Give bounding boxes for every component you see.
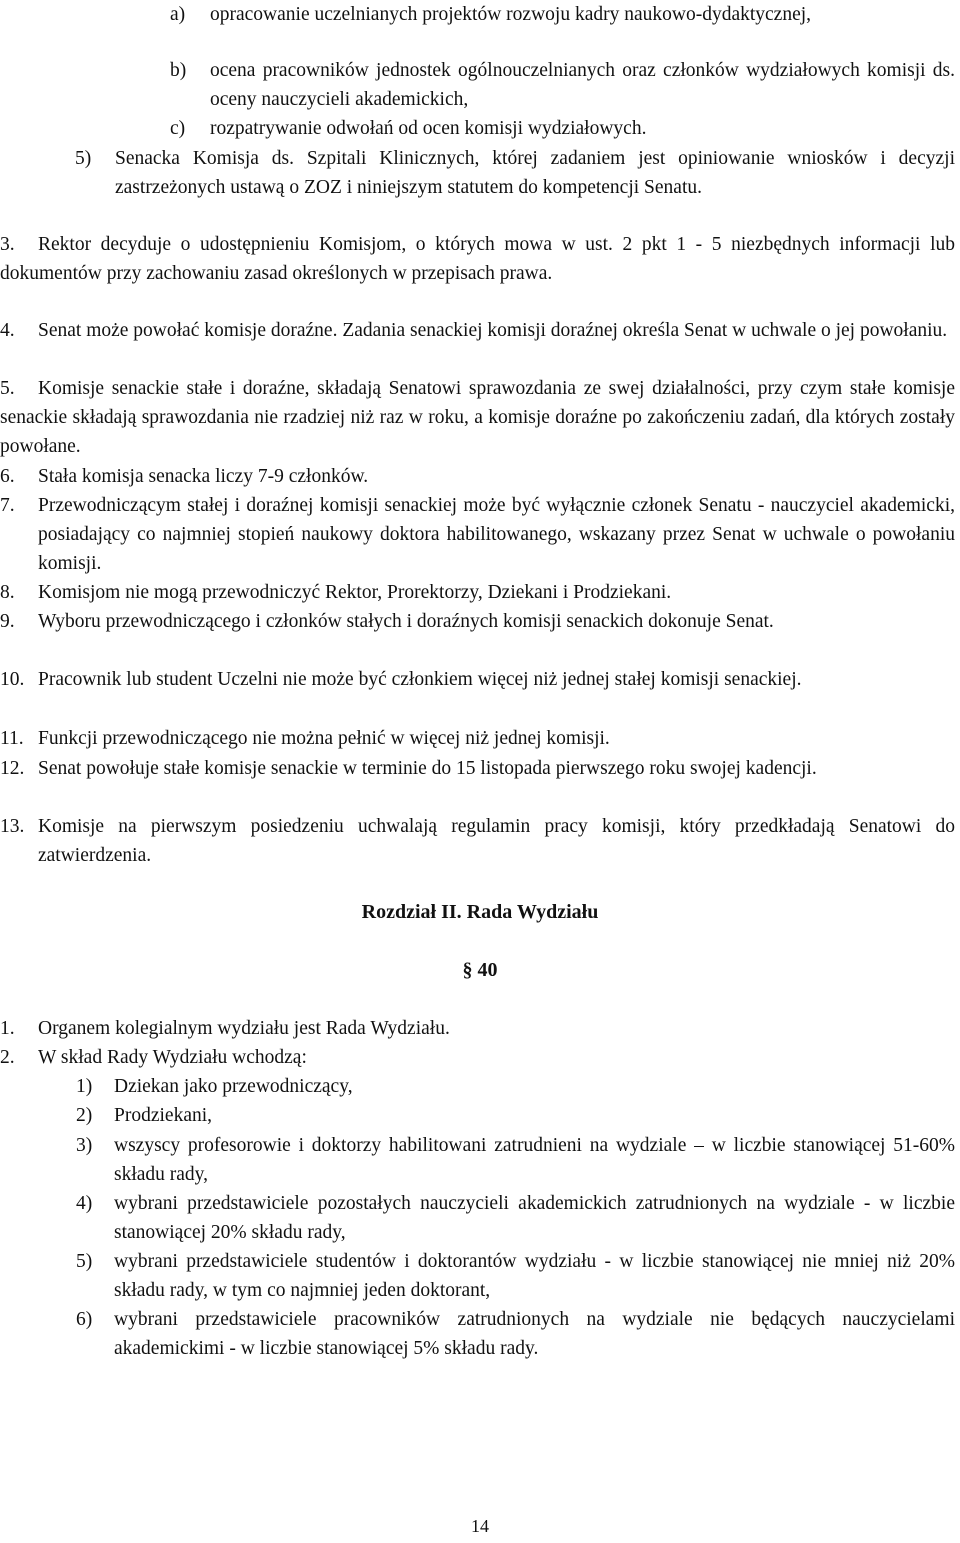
list-item (75, 144, 955, 202)
list-item (0, 607, 955, 636)
list-item-text: Wyboru przewodniczącego i członków stałych i doraźnych komisji senackich dokonuje Senat. (38, 611, 774, 632)
list-item-label: 8. (0, 582, 15, 603)
list-item-label: 6) (76, 1309, 93, 1330)
list-item-text: Stała komisja senacka liczy 7-9 członków. (38, 466, 369, 487)
list-item-text: wybrani przedstawiciele studentów i doktorantów wydziału - w liczbie stanowiącej nie mniej niż 20% składu rady, w tym co najmniej jeden doktorant, (114, 1251, 955, 1301)
list-item-label: 12. (0, 758, 25, 779)
list-item (0, 462, 955, 491)
page-number: 14 (471, 1516, 489, 1536)
list-item (76, 1101, 955, 1130)
list-item-label: 1) (76, 1076, 93, 1097)
list-item (0, 1043, 955, 1072)
list-item-label: 10. (0, 669, 25, 690)
list-item-label: 7. (0, 495, 15, 516)
list-item-text: wybrani przedstawiciele pozostałych nauczycieli akademickich zatrudnionych na wydziale - w liczbie stanowiącej 20% składu rady, (114, 1193, 955, 1243)
list-item-label: 11. (0, 728, 24, 749)
list-item (0, 1014, 955, 1043)
list-item-text: wszyscy profesorowie i doktorzy habilitowani zatrudnieni na wydziale – w liczbie stanowiącej 51-60% składu rady, (114, 1135, 955, 1185)
list-item-text: wybrani przedstawiciele pracowników zatrudnionych na wydziale nie będących nauczycielami akademickimi - w liczbie stanowiącej 5% składu rady. (114, 1309, 955, 1359)
list-item (0, 665, 955, 694)
list-item-label: 5. (0, 378, 15, 399)
list-item-label: a) (170, 4, 186, 25)
list-item (0, 374, 955, 461)
list-item-text: Organem kolegialnym wydziału jest Rada Wydziału. (38, 1018, 450, 1039)
list-item-label: b) (170, 60, 187, 81)
list-item-text: Senacka Komisja ds. Szpitali Klinicznych, której zadaniem jest opiniowanie wniosków i decyzji zastrzeżonych ustawą o ZOZ i niniejszym statutem do kompetencji Senatu. (115, 148, 955, 198)
list-item (76, 1072, 955, 1101)
list-item-text: Komisje senackie stałe i doraźne, składają Senatowi sprawozdania ze swej działalności, przy czym stałe komisje senackie składają sprawozdania nie rzadziej niż raz w roku, a komisje doraźne po zakończeniu zadań, dla których zostały powołane. (0, 378, 955, 457)
list-item-text: Dziekan jako przewodniczący, (114, 1076, 353, 1097)
list-item-label: 5) (75, 148, 92, 169)
list-item (0, 754, 955, 783)
list-item-label: 3) (76, 1135, 93, 1156)
list-item-text: Pracownik lub student Uczelni nie może być członkiem więcej niż jednej stałej komisji senackiej. (38, 669, 802, 690)
list-item-label: 9. (0, 611, 15, 632)
list-item-text: Senat może powołać komisje doraźne. Zadania senackiej komisji doraźnej określa Senat w uchwale o jej powołaniu. (38, 320, 948, 341)
list-item-label: 5) (76, 1251, 93, 1272)
list-item (0, 724, 955, 753)
list-item-text: W skład Rady Wydziału wchodzą: (38, 1047, 307, 1068)
list-item (170, 0, 955, 29)
list-item-text: Senat powołuje stałe komisje senackie w terminie do 15 listopada pierwszego roku swojej kadencji. (38, 758, 817, 779)
list-item-text: rozpatrywanie odwołań od ocen komisji wydziałowych. (210, 118, 647, 139)
list-item-text: ocena pracowników jednostek ogólnouczelnianych oraz członków wydziałowych komisji ds. oceny nauczycieli akademickich, (210, 60, 955, 110)
list-item (76, 1131, 955, 1189)
list-item (170, 56, 955, 114)
list-item-text: Przewodniczącym stałej i doraźnej komisji senackiej może być wyłącznie członek Senatu - nauczyciel akademicki, posiadający co najmniej stopień naukowy doktora habilitowanego, wskazany przez Senat w uchwale o powołaniu komisji. (38, 495, 955, 574)
list-item-text: Komisjom nie mogą przewodniczyć Rektor, Prorektorzy, Dziekani i Prodziekani. (38, 582, 672, 603)
list-item (0, 230, 955, 288)
list-item-label: 2) (76, 1105, 93, 1126)
list-item (76, 1305, 955, 1363)
list-item (0, 316, 955, 345)
list-item-label: 1. (0, 1018, 15, 1039)
list-item (76, 1189, 955, 1247)
list-item-label: 4. (0, 320, 15, 341)
list-item-text: Funkcji przewodniczącego nie można pełnić w więcej niż jednej komisji. (38, 728, 610, 749)
list-item (76, 1247, 955, 1305)
list-item-label: 3. (0, 234, 15, 255)
list-item-text: opracowanie uczelnianych projektów rozwoju kadry naukowo-dydaktycznej, (210, 4, 812, 25)
list-item-label: c) (170, 118, 186, 139)
list-item-label: 13. (0, 816, 25, 837)
list-item-text: Rektor decyduje o udostępnieniu Komisjom, o których mowa w ust. 2 pkt 1 - 5 niezbędnych informacji lub dokumentów przy zachowaniu zasad określonych w przepisach prawa. (0, 234, 955, 284)
list-item-label: 2. (0, 1047, 15, 1068)
list-item-text: Komisje na pierwszym posiedzeniu uchwalają regulamin pracy komisji, który przedkładają Senatowi do zatwierdzenia. (38, 816, 955, 866)
list-item-label: 6. (0, 466, 15, 487)
list-item (0, 812, 955, 870)
list-item-label: 4) (76, 1193, 93, 1214)
list-item-text: Prodziekani, (114, 1105, 213, 1126)
list-item (0, 578, 955, 607)
list-item (0, 491, 955, 578)
list-item (170, 114, 955, 143)
chapter-title: Rozdział II. Rada Wydziału (361, 901, 599, 923)
paragraph-number: § 40 (462, 959, 498, 981)
